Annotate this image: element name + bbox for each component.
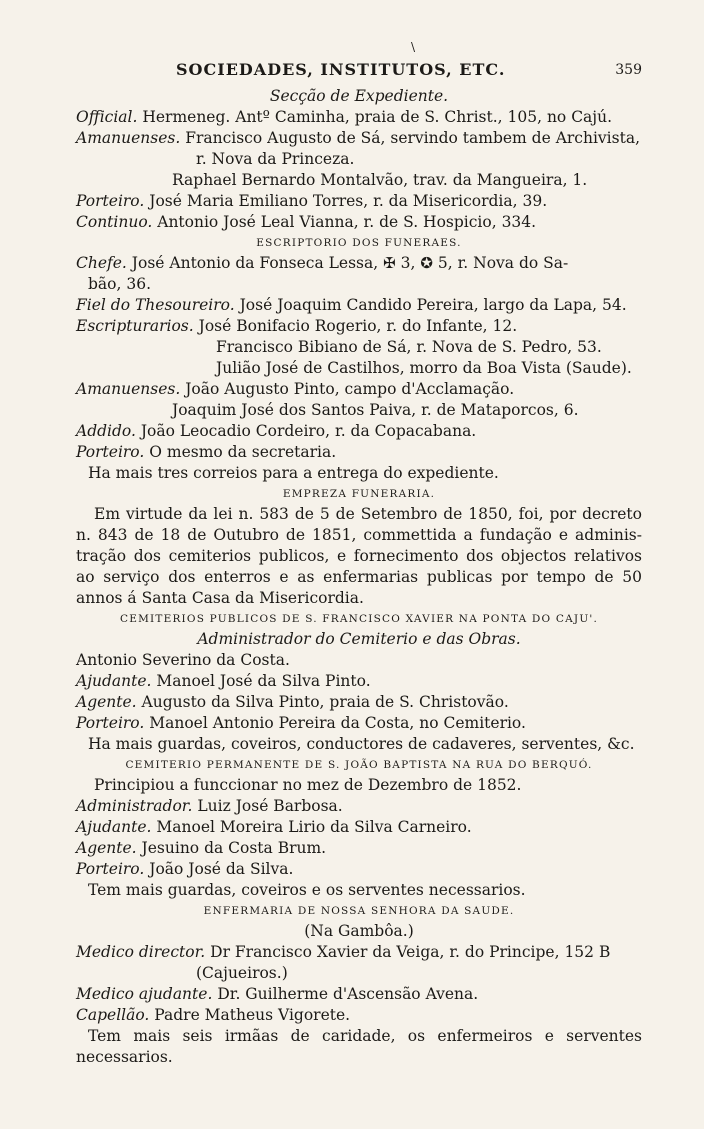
section-title-funeraes: ESCRIPTORIO DOS FUNERAES. [256, 237, 462, 249]
order-cross-icon: ✠ [383, 254, 396, 272]
entry-text: O mesmo da secretaria. [149, 443, 337, 461]
entry-text: 5, r. Nova do Sa- [437, 254, 569, 272]
entry-label: Medico ajudante. [76, 985, 213, 1003]
entry-text: Augusto da Silva Pinto, praia de S. Christovão. [141, 693, 509, 711]
entry-text: Francisco Augusto de Sá, servindo tambem de Archivista, [185, 129, 640, 147]
entry-continuation: bão, 36. [88, 275, 151, 293]
entry-addido [76, 421, 642, 442]
entry-text: Manoel Moreira Lirio da Silva Carneiro. [156, 818, 472, 836]
entry-escripturario-3: Julião José de Castilhos, morro da Boa Vista (Saude). [216, 359, 632, 377]
entry-text: José Bonifacio Rogerio, r. do Infante, 12. [198, 317, 518, 335]
entry-escripturarios [76, 316, 642, 337]
entry-label: Agente. [76, 693, 137, 711]
entry-official [76, 107, 642, 128]
entry-text: João José da Silva. [149, 860, 294, 878]
entry-note: Ha mais tres correios para a entrega do expediente. [88, 464, 499, 482]
section-title-saude: ENFERMARIA DE NOSSA SENHORA DA SAUDE. [203, 905, 515, 917]
entry-escripturario-2: Francisco Bibiano de Sá, r. Nova de S. Pedro, 53. [216, 338, 602, 356]
entry-chefe [76, 253, 642, 274]
entry-administrador: Antonio Severino da Costa. [76, 651, 290, 669]
order-star-icon: ✪ [420, 254, 433, 272]
entry-porteiro [76, 713, 642, 734]
entry-note-continuation: necessarios. [76, 1048, 173, 1066]
entry-label: Official. [76, 108, 138, 126]
entry-capellao [76, 1005, 642, 1026]
entry-text: Antonio José Leal Vianna, r. de S. Hospicio, 334. [157, 213, 537, 231]
entry-label: Porteiro. [76, 860, 145, 878]
entry-text: Dr. Guilherme d'Ascensão Avena. [217, 985, 479, 1003]
running-title: SOCIEDADES, INSTITUTOS, ETC. [176, 60, 506, 79]
entry-agente [76, 692, 642, 713]
section-title-expediente: Secção de Expediente. [269, 87, 449, 105]
entry-label: Amanuenses. [76, 129, 181, 147]
entry-text: Hermeneg. Antº Caminha, praia de S. Christ., 105, no Cajú. [142, 108, 613, 126]
section-subtitle: (Na Gambôa.) [304, 922, 414, 940]
section-title-berquo: CEMITERIO PERMANENTE DE S. JOÃO BAPTISTA NA RUA DO BERQUÓ. [125, 759, 593, 771]
entry-note: Ha mais guardas, coveiros, conductores de cadaveres, serventes, &c. [88, 735, 635, 753]
entry-continuation: r. Nova da Princeza. [196, 150, 355, 168]
entry-text: Luiz José Barbosa. [197, 797, 343, 815]
entry-label: Capellão. [76, 1006, 150, 1024]
entry-medico-ajudante [76, 984, 642, 1005]
running-head [76, 60, 642, 86]
entry-text: José Joaquim Candido Pereira, largo da Lapa, 54. [239, 296, 627, 314]
entry-text: 3, [400, 254, 416, 272]
entry-label: Chefe. [76, 254, 127, 272]
entry-amanuense-2: Joaquim José dos Santos Paiva, r. de Mataporcos, 6. [172, 401, 579, 419]
entry-label: Agente. [76, 839, 137, 857]
entry-label: Administrador. [76, 797, 193, 815]
entry-amanuense-2: Raphael Bernardo Montalvão, trav. da Mangueira, 1. [172, 171, 588, 189]
entry-medico-director [76, 942, 642, 963]
paragraph-line: annos á Santa Casa da Misericordia. [76, 589, 364, 607]
entry-label: Ajudante. [76, 818, 152, 836]
entry-text: João Augusto Pinto, campo d'Acclamação. [185, 380, 515, 398]
stray-mark: \ [411, 40, 416, 54]
entry-continuo [76, 212, 642, 233]
entry-ajudante [76, 817, 642, 838]
paragraph-line: tração dos cemiterios publicos, e fornecimento dos objectos relativos [76, 547, 642, 565]
entry-fiel [76, 295, 642, 316]
entry-label: Porteiro. [76, 192, 145, 210]
entry-text: Dr Francisco Xavier da Veiga, r. do Principe, 152 B [210, 943, 611, 961]
entry-agente [76, 838, 642, 859]
entry-label: Ajudante. [76, 672, 152, 690]
entry-administrador [76, 796, 642, 817]
page-number: 359 [615, 62, 642, 78]
entry-note: Tem mais seis irmãas de caridade, os enfermeiros e serventes [88, 1027, 642, 1045]
paragraph-line: Em virtude da lei n. 583 de 5 de Setembro de 1850, foi, por decreto [94, 505, 642, 523]
entry-text: João Leocadio Cordeiro, r. da Copacabana. [140, 422, 477, 440]
entry-amanuenses [76, 128, 642, 149]
entry-amanuenses [76, 379, 642, 400]
entry-continuation: (Cajueiros.) [196, 964, 288, 982]
paragraph-line: n. 843 de 18 de Outubro de 1851, commettida a fundação e adminis- [76, 526, 642, 544]
entry-ajudante [76, 671, 642, 692]
entry-text: Manoel José da Silva Pinto. [156, 672, 371, 690]
entry-label: Addido. [76, 422, 136, 440]
section-title-empreza: EMPREZA FUNERARIA. [282, 488, 436, 500]
entry-text: José Antonio da Fonseca Lessa, [131, 254, 379, 272]
paragraph-line: ao serviço dos enterros e as enfermarias publicas por tempo de 50 [76, 568, 642, 586]
entry-label: Medico director. [76, 943, 206, 961]
entry-label: Continuo. [76, 213, 153, 231]
entry-label: Fiel do Thesoureiro. [76, 296, 235, 314]
entry-text: Jesuino da Costa Brum. [141, 839, 327, 857]
entry-porteiro [76, 442, 642, 463]
section-subtitle: Administrador do Cemiterio e das Obras. [197, 630, 521, 648]
entry-note: Principiou a funccionar no mez de Dezembro de 1852. [94, 776, 522, 794]
entry-text: Padre Matheus Vigorete. [154, 1006, 351, 1024]
entry-label: Porteiro. [76, 443, 145, 461]
entry-note: Tem mais guardas, coveiros e os serventes necessarios. [88, 881, 526, 899]
entry-text: José Maria Emiliano Torres, r. da Misericordia, 39. [149, 192, 548, 210]
entry-label: Amanuenses. [76, 380, 181, 398]
entry-porteiro [76, 191, 642, 212]
section-title-caju: CEMITERIOS PUBLICOS DE S. FRANCISCO XAVIER NA PONTA DO CAJU'. [119, 613, 598, 625]
entry-label: Porteiro. [76, 714, 145, 732]
entry-text: Manoel Antonio Pereira da Costa, no Cemiterio. [149, 714, 526, 732]
entry-porteiro [76, 859, 642, 880]
entry-label: Escripturarios. [76, 317, 194, 335]
page-content [76, 40, 642, 1068]
